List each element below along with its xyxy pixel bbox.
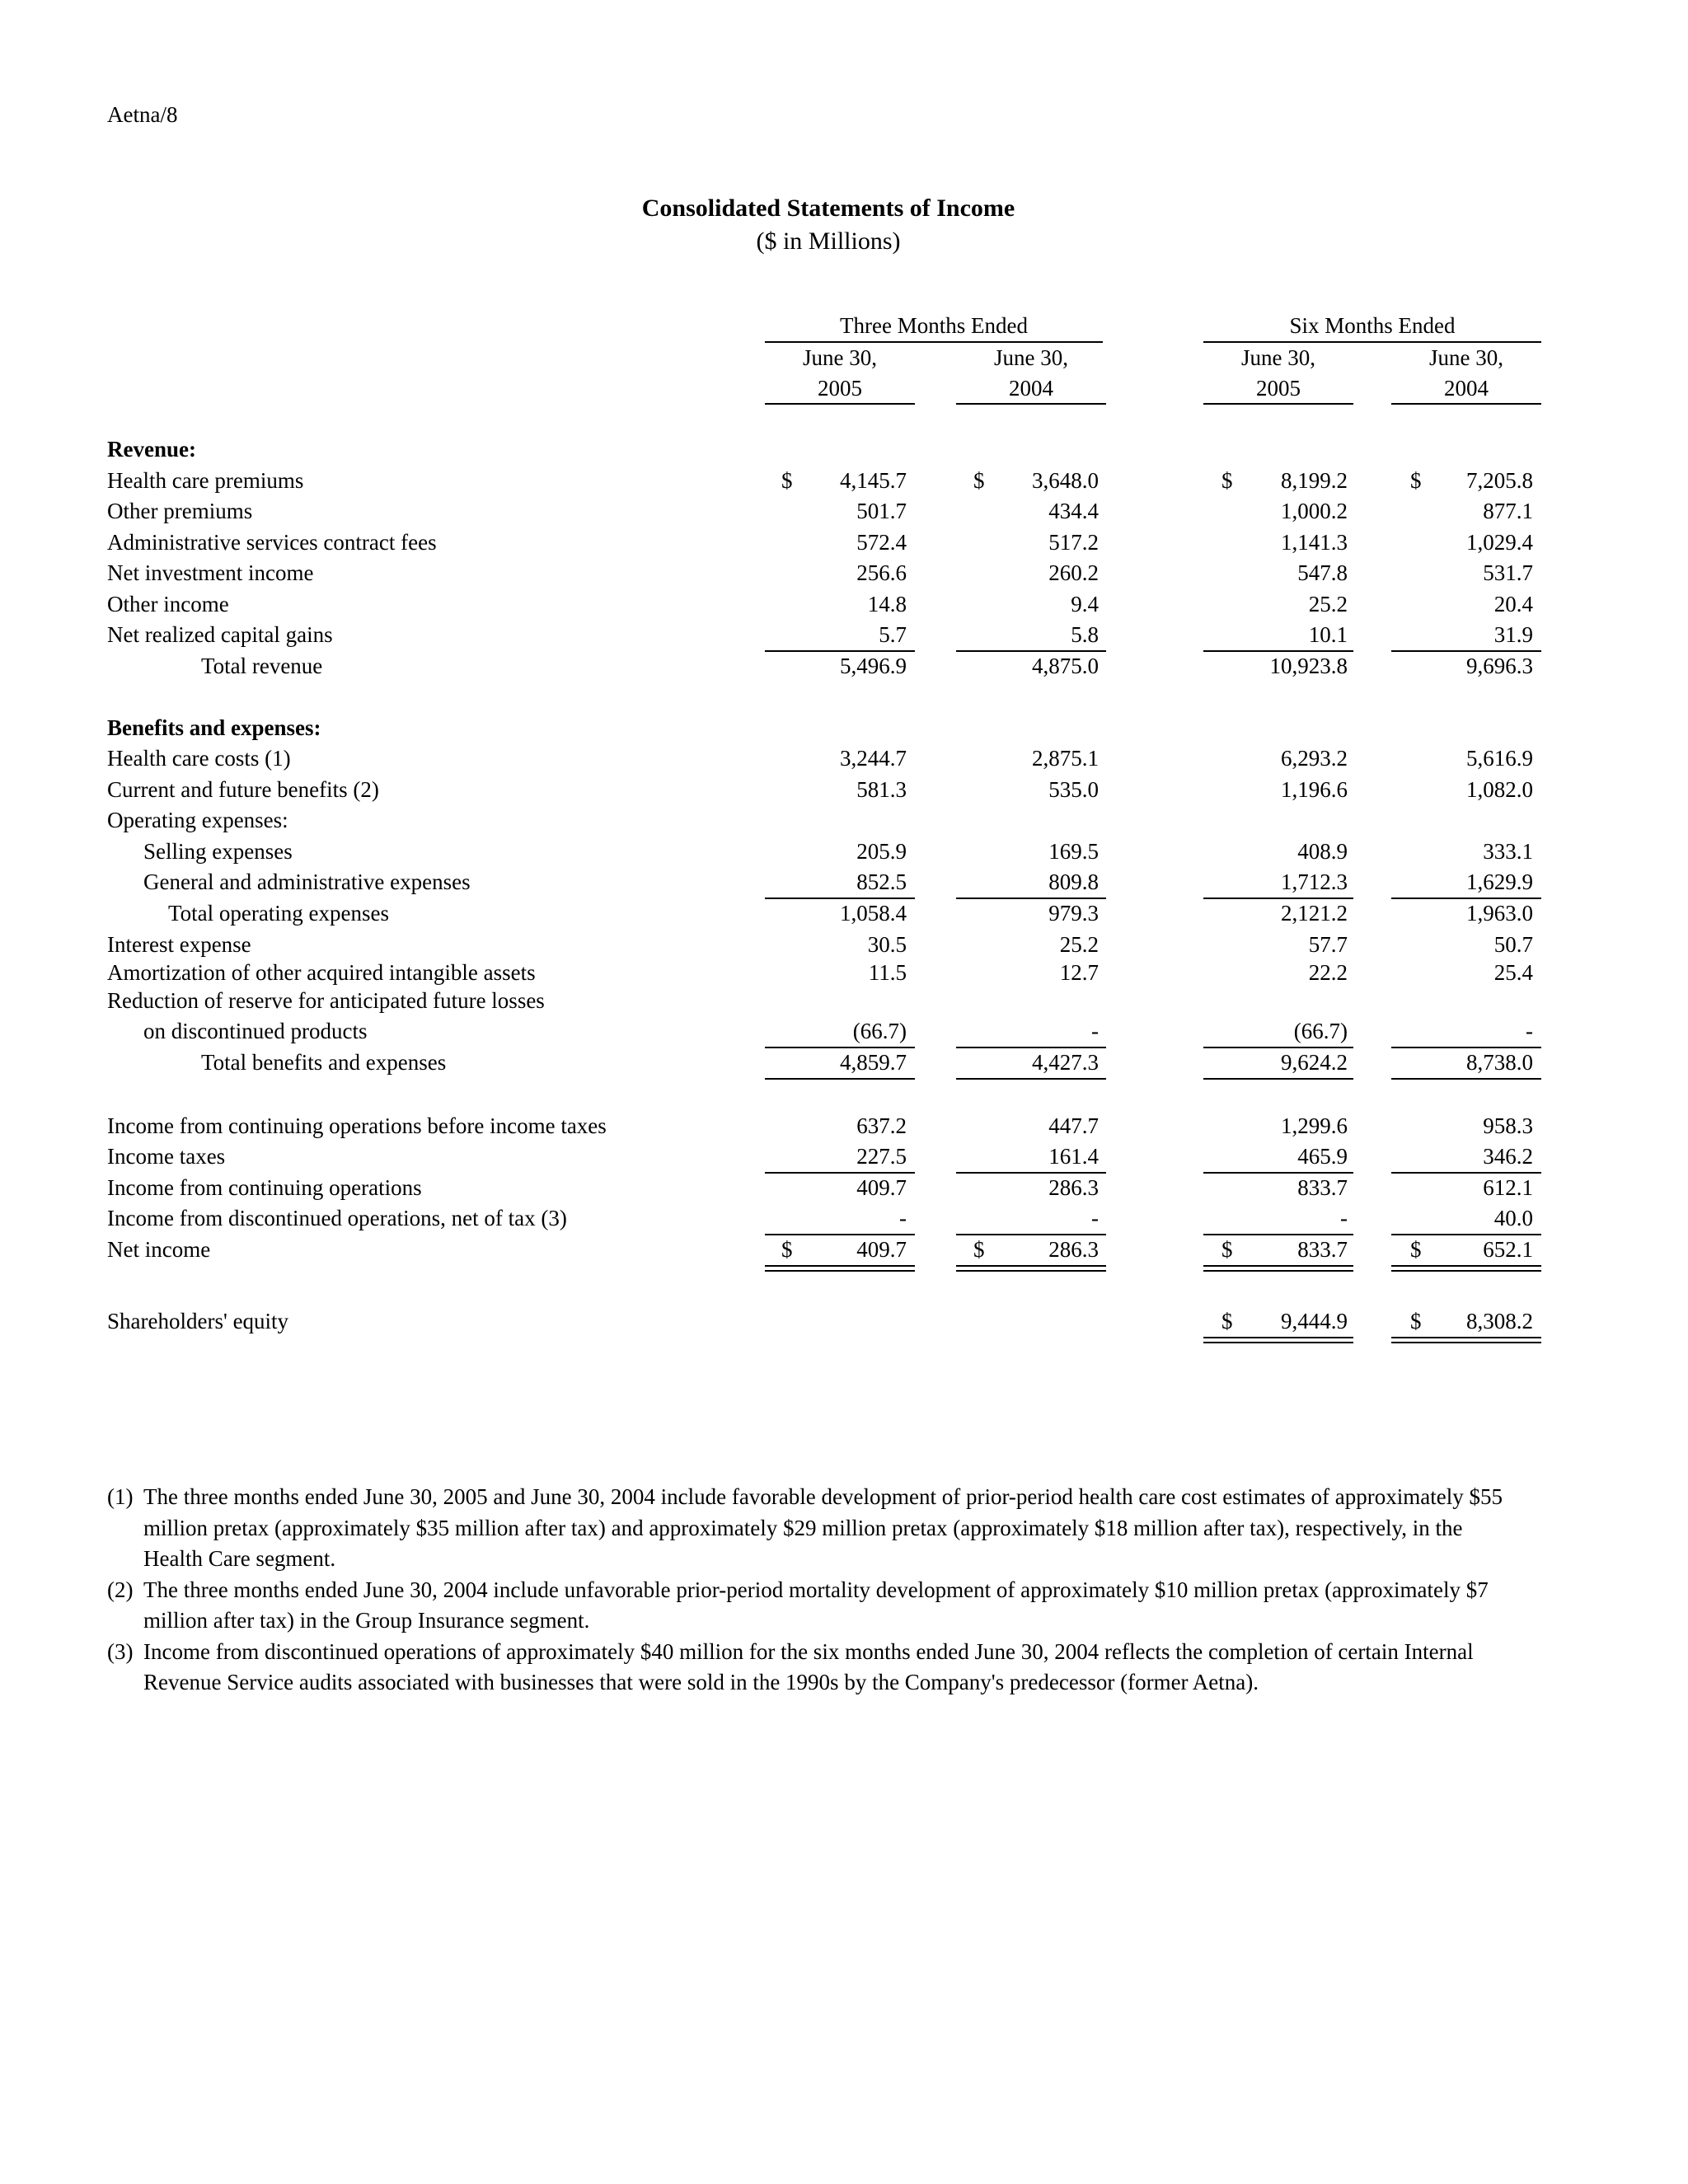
value-cell: 25.2 — [1308, 592, 1348, 616]
value-cell: 535.0 — [1048, 777, 1099, 802]
value-cell: 501.7 — [856, 499, 907, 523]
single-underline — [765, 1078, 915, 1080]
row-label: Current and future benefits (2) — [107, 777, 379, 802]
single-underline — [1391, 1234, 1541, 1235]
table-row — [0, 530, 1688, 560]
value-cell: 9,624.2 — [1281, 1050, 1348, 1075]
table-row — [0, 1206, 1688, 1236]
value-cell: - — [1091, 1019, 1099, 1043]
value-cell: 1,963.0 — [1466, 901, 1533, 926]
value-cell: 31.9 — [1493, 622, 1533, 647]
single-underline — [956, 650, 1106, 652]
value-cell: 5.7 — [879, 622, 907, 647]
currency-symbol: $ — [1221, 468, 1233, 493]
value-cell: 4,427.3 — [1032, 1050, 1099, 1075]
footnote-mark: (3) — [107, 1638, 134, 1664]
single-underline — [765, 898, 915, 899]
footnote-text: Income from discontinued operations of approximately $40 million for the six months ended June 30, 2004 reflects the completion of certain Internal Revenue Service audits associated with businesses that were sold in the 1990s by the Company's predecessor (former Aetna). — [143, 1638, 1474, 1694]
value-cell: 408.9 — [1297, 839, 1348, 864]
value-cell: 169.5 — [1048, 839, 1099, 864]
single-underline — [1391, 650, 1541, 652]
value-cell: 10.1 — [1308, 622, 1348, 647]
single-underline — [1203, 1234, 1353, 1235]
value-cell: 833.7 — [1297, 1237, 1348, 1262]
value-cell: 852.5 — [856, 869, 907, 894]
currency-symbol: $ — [1410, 1309, 1422, 1333]
footnote-mark: (2) — [107, 1577, 134, 1602]
value-cell: 5,616.9 — [1466, 746, 1533, 771]
column-header-6m-2005: June 30, 2005 — [1241, 345, 1315, 401]
currency-symbol: $ — [781, 1237, 793, 1262]
value-cell: 877.1 — [1483, 499, 1533, 523]
table-row — [0, 1050, 1688, 1080]
double-underline — [1391, 1265, 1541, 1272]
row-label: Net income — [107, 1237, 211, 1262]
value-cell: (66.7) — [852, 1019, 907, 1043]
footnote-text: The three months ended June 30, 2004 include unfavorable prior-period mortality development of approximately $10 million pretax (approximately $7 million after tax) in the Group Insurance segment. — [143, 1577, 1489, 1633]
row-label: Operating expenses: — [107, 808, 288, 832]
value-cell: 652.1 — [1483, 1237, 1533, 1262]
column-underline — [765, 403, 915, 405]
column-underline — [1203, 403, 1353, 405]
row-label: Health care premiums — [107, 468, 304, 493]
currency-symbol: $ — [1221, 1309, 1233, 1333]
row-label: Total revenue — [201, 654, 323, 678]
single-underline — [956, 1172, 1106, 1174]
row-label: Other income — [107, 592, 229, 616]
value-cell: 4,859.7 — [840, 1050, 907, 1075]
single-underline — [1391, 1172, 1541, 1174]
single-underline — [765, 650, 915, 652]
table-row — [0, 715, 1688, 746]
column-header-3m-2005: June 30, 2005 — [803, 345, 877, 401]
value-cell: 22.2 — [1308, 960, 1348, 985]
value-cell: 4,875.0 — [1032, 654, 1099, 678]
currency-symbol: $ — [781, 468, 793, 493]
value-cell: 25.2 — [1059, 932, 1099, 957]
value-cell: 286.3 — [1048, 1175, 1099, 1200]
value-cell: - — [1340, 1206, 1348, 1230]
column-underline — [956, 403, 1106, 405]
table-row — [0, 1309, 1688, 1339]
value-cell: 1,196.6 — [1281, 777, 1348, 802]
value-cell: 8,738.0 — [1466, 1050, 1533, 1075]
table-row — [0, 1019, 1688, 1049]
value-cell: 4,145.7 — [840, 468, 907, 493]
table-row — [0, 839, 1688, 869]
value-cell: 256.6 — [856, 560, 907, 585]
value-cell: 1,058.4 — [840, 901, 907, 926]
table-row — [0, 468, 1688, 499]
value-cell: 9.4 — [1071, 592, 1099, 616]
row-label: Selling expenses — [143, 839, 293, 864]
row-label: Interest expense — [107, 932, 251, 957]
single-underline — [1391, 1047, 1541, 1048]
footnote-text: The three months ended June 30, 2005 and June 30, 2004 include favorable development of prior-period health care cost estimates of approximately $55 million pretax (approximately $35 million after tax) and approximately $29 million pretax (approximately $18 million after tax), respectively, in the Health Care segment. — [143, 1484, 1503, 1571]
value-cell: 5,496.9 — [840, 654, 907, 678]
single-underline — [1391, 1078, 1541, 1080]
currency-symbol: $ — [973, 1237, 985, 1262]
value-cell: 8,199.2 — [1281, 468, 1348, 493]
table-row — [0, 901, 1688, 931]
row-label: Reduction of reserve for anticipated future losses — [107, 988, 545, 1013]
double-underline — [1391, 1337, 1541, 1343]
group-header-six-months: Six Months Ended — [1289, 313, 1456, 338]
row-label: on discontinued products — [143, 1019, 368, 1043]
row-label: Total benefits and expenses — [201, 1050, 447, 1075]
currency-symbol: $ — [1410, 1237, 1422, 1262]
value-cell: 434.4 — [1048, 499, 1099, 523]
row-label: Total operating expenses — [168, 901, 390, 926]
footnote — [107, 1482, 1525, 1575]
value-cell: 6,293.2 — [1281, 746, 1348, 771]
value-cell: 333.1 — [1483, 839, 1533, 864]
single-underline — [956, 1234, 1106, 1235]
double-underline — [765, 1265, 915, 1272]
value-cell: 50.7 — [1493, 932, 1533, 957]
row-label: General and administrative expenses — [143, 869, 471, 894]
value-cell: 2,875.1 — [1032, 746, 1099, 771]
value-cell: 833.7 — [1297, 1175, 1348, 1200]
value-cell: 30.5 — [867, 932, 907, 957]
row-label: Income from continuing operations before income taxes — [107, 1113, 607, 1138]
row-label: Net investment income — [107, 560, 314, 585]
column-header-6m-2004: June 30, 2004 — [1429, 345, 1503, 401]
page-identifier: Aetna/8 — [107, 102, 178, 127]
row-label: Administrative services contract fees — [107, 530, 437, 555]
value-cell: 517.2 — [1048, 530, 1099, 555]
value-cell: 286.3 — [1048, 1237, 1099, 1262]
value-cell: 25.4 — [1493, 960, 1533, 985]
statement-subtitle: ($ in Millions) — [756, 227, 901, 255]
value-cell: 8,308.2 — [1466, 1309, 1533, 1333]
value-cell: 572.4 — [856, 530, 907, 555]
footnote — [107, 1575, 1525, 1637]
value-cell: (66.7) — [1293, 1019, 1348, 1043]
double-underline — [1203, 1337, 1353, 1343]
row-label: Income from discontinued operations, net of tax (3) — [107, 1206, 567, 1230]
value-cell: 9,696.3 — [1466, 654, 1533, 678]
single-underline — [956, 1078, 1106, 1080]
double-underline — [1203, 1265, 1353, 1272]
footnote-mark: (1) — [107, 1484, 134, 1509]
currency-symbol: $ — [1221, 1237, 1233, 1262]
row-label: Other premiums — [107, 499, 253, 523]
table-row — [0, 437, 1688, 467]
value-cell: 612.1 — [1483, 1175, 1533, 1200]
single-underline — [765, 1234, 915, 1235]
value-cell: 531.7 — [1483, 560, 1533, 585]
value-cell: 12.7 — [1059, 960, 1099, 985]
table-row — [0, 746, 1688, 776]
value-cell: 1,629.9 — [1466, 869, 1533, 894]
value-cell: 227.5 — [856, 1144, 907, 1169]
value-cell: 9,444.9 — [1281, 1309, 1348, 1333]
row-label: Income taxes — [107, 1144, 226, 1169]
value-cell: - — [1091, 1206, 1099, 1230]
value-cell: 3,244.7 — [840, 746, 907, 771]
footnotes — [107, 1482, 1525, 1699]
value-cell: 1,299.6 — [1281, 1113, 1348, 1138]
value-cell: 409.7 — [856, 1175, 907, 1200]
table-row — [0, 622, 1688, 653]
single-underline — [1203, 650, 1353, 652]
value-cell: 7,205.8 — [1466, 468, 1533, 493]
value-cell: 20.4 — [1493, 592, 1533, 616]
row-label: Net realized capital gains — [107, 622, 333, 647]
value-cell: 581.3 — [856, 777, 907, 802]
column-header-3m-2004: June 30, 2004 — [994, 345, 1068, 401]
table-row — [0, 654, 1688, 684]
value-cell: 260.2 — [1048, 560, 1099, 585]
row-label: Amortization of other acquired intangible assets — [107, 960, 536, 985]
value-cell: 3,648.0 — [1032, 468, 1099, 493]
table-row — [0, 808, 1688, 838]
value-cell: 205.9 — [856, 839, 907, 864]
value-cell: 409.7 — [856, 1237, 907, 1262]
value-cell: 40.0 — [1493, 1206, 1533, 1230]
value-cell: 809.8 — [1048, 869, 1099, 894]
value-cell: 5.8 — [1071, 622, 1099, 647]
currency-symbol: $ — [973, 468, 985, 493]
value-cell: 14.8 — [867, 592, 907, 616]
value-cell: 1,000.2 — [1281, 499, 1348, 523]
value-cell: 11.5 — [868, 960, 907, 985]
single-underline — [1391, 898, 1541, 899]
table-row — [0, 499, 1688, 529]
table-row — [0, 869, 1688, 900]
row-label: Income from continuing operations — [107, 1175, 422, 1200]
footnote — [107, 1637, 1525, 1699]
statement-title: Consolidated Statements of Income — [641, 194, 1015, 222]
table-row — [0, 592, 1688, 622]
table-row — [0, 1144, 1688, 1174]
value-cell: - — [899, 1206, 907, 1230]
row-label: Benefits and expenses: — [107, 715, 321, 740]
group-header-three-months: Three Months Ended — [840, 313, 1028, 338]
table-row — [0, 1175, 1688, 1206]
value-cell: 447.7 — [1048, 1113, 1099, 1138]
double-underline — [956, 1265, 1106, 1272]
single-underline — [765, 1047, 915, 1048]
single-underline — [1203, 1078, 1353, 1080]
value-cell: 2,121.2 — [1281, 901, 1348, 926]
single-underline — [765, 1172, 915, 1174]
single-underline — [1203, 1047, 1353, 1048]
value-cell: 1,082.0 — [1466, 777, 1533, 802]
value-cell: 1,141.3 — [1281, 530, 1348, 555]
single-underline — [1203, 1172, 1353, 1174]
table-row — [0, 777, 1688, 808]
value-cell: 979.3 — [1048, 901, 1099, 926]
row-label: Shareholders' equity — [107, 1309, 289, 1333]
single-underline — [1203, 898, 1353, 899]
value-cell: 57.7 — [1308, 932, 1348, 957]
value-cell: 10,923.8 — [1269, 654, 1348, 678]
row-label: Revenue: — [107, 437, 196, 462]
value-cell: 547.8 — [1297, 560, 1348, 585]
table-row — [0, 560, 1688, 591]
table-row — [0, 1113, 1688, 1144]
table-row — [0, 1237, 1688, 1268]
table-row — [0, 932, 1688, 963]
column-underline — [1391, 403, 1541, 405]
value-cell: 346.2 — [1483, 1144, 1533, 1169]
currency-symbol: $ — [1410, 468, 1422, 493]
value-cell: 637.2 — [856, 1113, 907, 1138]
value-cell: 465.9 — [1297, 1144, 1348, 1169]
value-cell: 161.4 — [1048, 1144, 1099, 1169]
single-underline — [956, 1047, 1106, 1048]
value-cell: - — [1526, 1019, 1533, 1043]
table-row — [0, 960, 1688, 991]
value-cell: 1,029.4 — [1466, 530, 1533, 555]
value-cell: 1,712.3 — [1281, 869, 1348, 894]
single-underline — [956, 898, 1106, 899]
table-row — [0, 988, 1688, 1019]
row-label: Health care costs (1) — [107, 746, 291, 771]
value-cell: 958.3 — [1483, 1113, 1533, 1138]
